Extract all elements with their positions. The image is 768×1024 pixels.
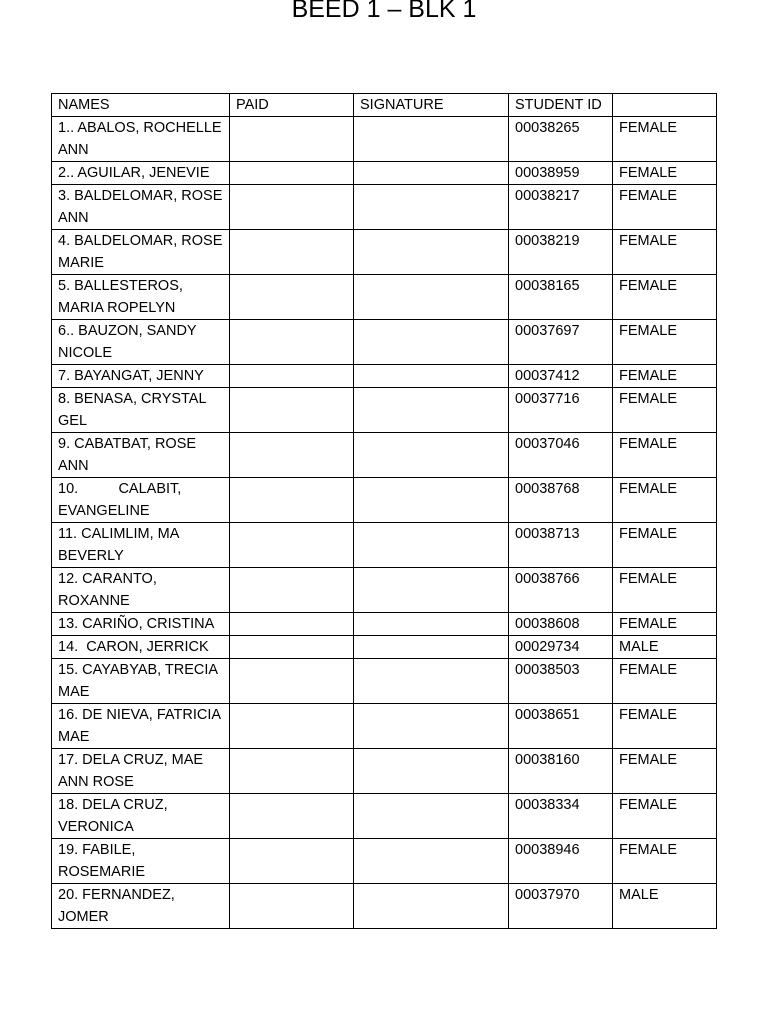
table-row (52, 433, 717, 478)
student-name-cell: 2.. AGUILAR, JENEVIE (52, 162, 230, 185)
signature-cell[interactable] (354, 117, 509, 162)
gender-cell: FEMALE (613, 568, 717, 613)
paid-cell[interactable] (230, 478, 354, 523)
gender-cell: FEMALE (613, 794, 717, 839)
table-row (52, 523, 717, 568)
student-id-cell: 00038768 (509, 478, 613, 523)
table-row (52, 704, 717, 749)
paid-cell[interactable] (230, 185, 354, 230)
student-id-cell: 00038265 (509, 117, 613, 162)
page-title: BEED 1 – BLK 1 (291, 0, 477, 23)
table-row (52, 478, 717, 523)
paid-cell[interactable] (230, 749, 354, 794)
table-row (52, 794, 717, 839)
signature-cell[interactable] (354, 794, 509, 839)
table-row (52, 659, 717, 704)
student-id-cell: 00038334 (509, 794, 613, 839)
gender-cell: FEMALE (613, 704, 717, 749)
student-name-cell: 1.. ABALOS, ROCHELLE ANN (52, 117, 230, 162)
paid-cell[interactable] (230, 388, 354, 433)
student-id-cell: 00037046 (509, 433, 613, 478)
paid-cell[interactable] (230, 659, 354, 704)
paid-cell[interactable] (230, 523, 354, 568)
student-id-cell: 00037697 (509, 320, 613, 365)
student-name-cell: 9. CABATBAT, ROSE ANN (52, 433, 230, 478)
gender-cell: FEMALE (613, 523, 717, 568)
student-name-cell: 12. CARANTO, ROXANNE (52, 568, 230, 613)
student-name-cell: 14. CARON, JERRICK (52, 636, 230, 659)
student-name-cell: 4. BALDELOMAR, ROSE MARIE (52, 230, 230, 275)
student-name-cell: 5. BALLESTEROS, MARIA ROPELYN (52, 275, 230, 320)
table-row (52, 275, 717, 320)
signature-cell[interactable] (354, 749, 509, 794)
signature-cell[interactable] (354, 230, 509, 275)
gender-cell: FEMALE (613, 230, 717, 275)
table-row (52, 162, 717, 185)
student-id-cell: 00038766 (509, 568, 613, 613)
gender-cell: FEMALE (613, 613, 717, 636)
gender-cell: FEMALE (613, 478, 717, 523)
student-id-cell: 00029734 (509, 636, 613, 659)
signature-cell[interactable] (354, 433, 509, 478)
student-name-cell: 19. FABILE, ROSEMARIE (52, 839, 230, 884)
student-id-cell: 00038959 (509, 162, 613, 185)
student-name-cell: 15. CAYABYAB, TRECIA MAE (52, 659, 230, 704)
table-row (52, 636, 717, 659)
gender-cell: FEMALE (613, 388, 717, 433)
student-id-cell: 00038217 (509, 185, 613, 230)
student-name-cell: 8. BENASA, CRYSTAL GEL (52, 388, 230, 433)
signature-cell[interactable] (354, 839, 509, 884)
signature-cell[interactable] (354, 884, 509, 929)
table-row (52, 117, 717, 162)
paid-cell[interactable] (230, 230, 354, 275)
gender-cell: FEMALE (613, 659, 717, 704)
table-row (52, 320, 717, 365)
paid-cell[interactable] (230, 275, 354, 320)
student-id-cell: 00038219 (509, 230, 613, 275)
signature-cell[interactable] (354, 365, 509, 388)
table-row (52, 388, 717, 433)
paid-cell[interactable] (230, 704, 354, 749)
header-row (52, 94, 717, 117)
paid-cell[interactable] (230, 433, 354, 478)
gender-cell: FEMALE (613, 162, 717, 185)
student-id-cell: 00038651 (509, 704, 613, 749)
paid-cell[interactable] (230, 839, 354, 884)
student-id-cell: 00038165 (509, 275, 613, 320)
table-row (52, 613, 717, 636)
header-student-id: STUDENT ID (509, 94, 613, 117)
paid-cell[interactable] (230, 613, 354, 636)
gender-cell: FEMALE (613, 839, 717, 884)
student-id-cell: 00037716 (509, 388, 613, 433)
table-row (52, 839, 717, 884)
gender-cell: FEMALE (613, 185, 717, 230)
paid-cell[interactable] (230, 162, 354, 185)
student-name-cell: 16. DE NIEVA, FATRICIA MAE (52, 704, 230, 749)
student-id-cell: 00038160 (509, 749, 613, 794)
signature-cell[interactable] (354, 613, 509, 636)
paid-cell[interactable] (230, 884, 354, 929)
signature-cell[interactable] (354, 704, 509, 749)
table-row (52, 365, 717, 388)
student-name-cell: 3. BALDELOMAR, ROSE ANN (52, 185, 230, 230)
signature-cell[interactable] (354, 320, 509, 365)
student-roster-table (51, 93, 717, 929)
paid-cell[interactable] (230, 794, 354, 839)
signature-cell[interactable] (354, 388, 509, 433)
student-id-cell: 00038713 (509, 523, 613, 568)
table-row (52, 884, 717, 929)
student-id-cell: 00037970 (509, 884, 613, 929)
signature-cell[interactable] (354, 659, 509, 704)
signature-cell[interactable] (354, 275, 509, 320)
student-name-cell: 20. FERNANDEZ, JOMER (52, 884, 230, 929)
gender-cell: MALE (613, 636, 717, 659)
student-id-cell: 00038503 (509, 659, 613, 704)
gender-cell: FEMALE (613, 275, 717, 320)
student-id-cell: 00038608 (509, 613, 613, 636)
signature-cell[interactable] (354, 185, 509, 230)
header-signature: SIGNATURE (354, 94, 509, 117)
header-paid: PAID (230, 94, 354, 117)
header-names: NAMES (52, 94, 230, 117)
paid-cell[interactable] (230, 568, 354, 613)
student-name-cell: 17. DELA CRUZ, MAE ANN ROSE (52, 749, 230, 794)
signature-cell[interactable] (354, 568, 509, 613)
roster-body (52, 94, 717, 929)
student-name-cell: 6.. BAUZON, SANDY NICOLE (52, 320, 230, 365)
signature-cell[interactable] (354, 162, 509, 185)
table-row (52, 568, 717, 613)
table-row (52, 185, 717, 230)
header-gender (613, 94, 717, 117)
student-name-cell: 10. CALABIT, EVANGELINE (52, 478, 230, 523)
table-row (52, 230, 717, 275)
student-name-cell: 18. DELA CRUZ, VERONICA (52, 794, 230, 839)
table-row (52, 749, 717, 794)
student-id-cell: 00037412 (509, 365, 613, 388)
gender-cell: FEMALE (613, 320, 717, 365)
signature-cell[interactable] (354, 523, 509, 568)
student-name-cell: 11. CALIMLIM, MA BEVERLY (52, 523, 230, 568)
student-name-cell: 7. BAYANGAT, JENNY (52, 365, 230, 388)
paid-cell[interactable] (230, 117, 354, 162)
gender-cell: FEMALE (613, 117, 717, 162)
paid-cell[interactable] (230, 365, 354, 388)
gender-cell: FEMALE (613, 365, 717, 388)
gender-cell: FEMALE (613, 433, 717, 478)
signature-cell[interactable] (354, 636, 509, 659)
gender-cell: FEMALE (613, 749, 717, 794)
signature-cell[interactable] (354, 478, 509, 523)
paid-cell[interactable] (230, 636, 354, 659)
student-id-cell: 00038946 (509, 839, 613, 884)
paid-cell[interactable] (230, 320, 354, 365)
student-name-cell: 13. CARIÑO, CRISTINA (52, 613, 230, 636)
gender-cell: MALE (613, 884, 717, 929)
